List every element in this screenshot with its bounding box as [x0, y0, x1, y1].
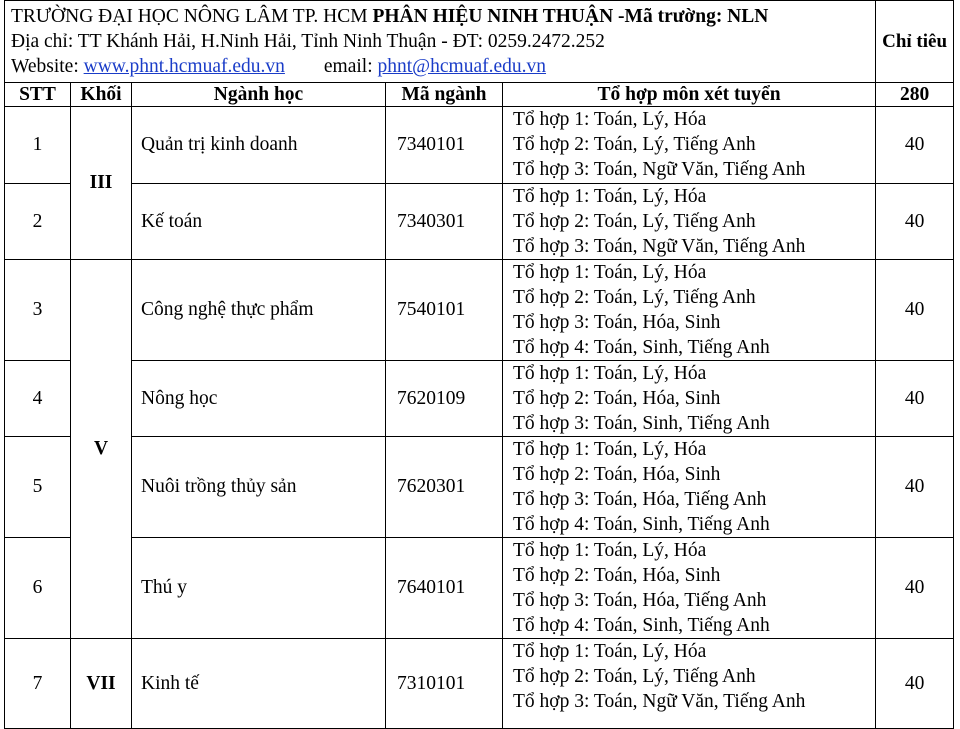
row-major-name: Nuôi trồng thủy sản: [132, 437, 386, 538]
row-major-code: 7640101: [386, 538, 503, 639]
col-combinations: Tổ hợp môn xét tuyển: [503, 83, 876, 107]
row-quota: 40: [876, 260, 954, 361]
combination-line: Tổ hợp 2: Toán, Lý, Tiếng Anh: [513, 134, 756, 155]
row-quota: 40: [876, 107, 954, 184]
table-row: [5, 538, 954, 639]
row-major-code: 7540101: [386, 260, 503, 361]
admission-table-page: [4, 0, 953, 729]
combination-line: Tổ hợp 4: Toán, Sinh, Tiếng Anh: [513, 514, 770, 535]
row-khoi: VII: [71, 639, 132, 729]
table-row: [5, 361, 954, 437]
row-major-code: 7620109: [386, 361, 503, 437]
row-stt: 6: [5, 538, 71, 639]
row-stt: 3: [5, 260, 71, 361]
row-quota: 40: [876, 437, 954, 538]
row-stt: 2: [5, 184, 71, 260]
combination-line: Tổ hợp 3: Toán, Ngữ Văn, Tiếng Anh: [513, 236, 806, 257]
email-link[interactable]: phnt@hcmuaf.edu.vn: [377, 56, 547, 77]
row-major-name: Kinh tế: [132, 639, 386, 729]
combination-line: Tổ hợp 2: Toán, Lý, Tiếng Anh: [513, 211, 756, 232]
combination-line: Tổ hợp 1: Toán, Lý, Hóa: [513, 540, 707, 561]
combination-line: Tổ hợp 2: Toán, Lý, Tiếng Anh: [513, 287, 756, 308]
school-header-row: [5, 1, 954, 83]
combination-line: Tổ hợp 3: Toán, Ngữ Văn, Tiếng Anh: [513, 159, 806, 180]
row-quota: 40: [876, 361, 954, 437]
row-quota: 40: [876, 184, 954, 260]
col-major: Ngành học: [132, 83, 386, 107]
website-link[interactable]: www.phnt.hcmuaf.edu.vn: [83, 56, 285, 77]
table-row: [5, 107, 954, 184]
school-address: Địa chỉ: TT Khánh Hải, H.Ninh Hải, Tỉnh Ninh Thuận - ĐT: 0259.2472.252: [11, 31, 605, 52]
combination-line: Tổ hợp 1: Toán, Lý, Hóa: [513, 641, 707, 662]
combination-line: Tổ hợp 4: Toán, Sinh, Tiếng Anh: [513, 615, 770, 636]
col-code: Mã ngành: [386, 83, 503, 107]
table-row: [5, 260, 954, 361]
row-combinations: [503, 639, 876, 729]
col-total-quota: 280: [876, 83, 954, 107]
row-stt: 7: [5, 639, 71, 729]
row-quota: 40: [876, 639, 954, 729]
combination-line: Tổ hợp 3: Toán, Hóa, Tiếng Anh: [513, 590, 767, 611]
combination-line: Tổ hợp 2: Toán, Hóa, Sinh: [513, 464, 721, 485]
combination-line: Tổ hợp 1: Toán, Lý, Hóa: [513, 186, 707, 207]
row-quota: 40: [876, 538, 954, 639]
row-khoi: V: [71, 260, 132, 639]
admission-table: [4, 0, 954, 729]
column-header-row: [5, 83, 954, 107]
combination-line: Tổ hợp 3: Toán, Hóa, Sinh: [513, 312, 721, 333]
combination-line: Tổ hợp 2: Toán, Lý, Tiếng Anh: [513, 666, 756, 687]
row-major-name: Quản trị kinh doanh: [132, 107, 386, 184]
row-major-name: Nông học: [132, 361, 386, 437]
row-combinations: [503, 184, 876, 260]
combination-line: Tổ hợp 1: Toán, Lý, Hóa: [513, 262, 707, 283]
col-khoi: Khối: [71, 83, 132, 107]
email-label: email:: [323, 56, 373, 77]
table-row: [5, 184, 954, 260]
row-major-code: 7310101: [386, 639, 503, 729]
row-stt: 5: [5, 437, 71, 538]
combination-line: Tổ hợp 3: Toán, Sinh, Tiếng Anh: [513, 413, 770, 434]
branch-name: PHÂN HIỆU NINH THUẬN -Mã trường: NLN: [372, 6, 769, 27]
table-row: [5, 639, 954, 729]
row-combinations: [503, 437, 876, 538]
row-combinations: [503, 260, 876, 361]
combination-line: Tổ hợp 3: Toán, Hóa, Tiếng Anh: [513, 489, 767, 510]
combination-line: Tổ hợp 1: Toán, Lý, Hóa: [513, 439, 707, 460]
school-name: TRƯỜNG ĐẠI HỌC NÔNG LÂM TP. HCM: [11, 6, 368, 27]
combination-line: Tổ hợp 4: Toán, Sinh, Tiếng Anh: [513, 337, 770, 358]
combination-line: Tổ hợp 3: Toán, Ngữ Văn, Tiếng Anh: [513, 691, 806, 712]
combination-line: Tổ hợp 1: Toán, Lý, Hóa: [513, 109, 707, 130]
combination-line: Tổ hợp 2: Toán, Hóa, Sinh: [513, 388, 721, 409]
row-combinations: [503, 361, 876, 437]
row-major-name: Thú y: [132, 538, 386, 639]
row-khoi: III: [71, 107, 132, 260]
row-combinations: [503, 538, 876, 639]
quota-header: Chỉ tiêu: [876, 1, 954, 83]
row-major-name: Công nghệ thực phẩm: [132, 260, 386, 361]
row-major-code: 7620301: [386, 437, 503, 538]
combination-line: Tổ hợp 2: Toán, Hóa, Sinh: [513, 565, 721, 586]
row-stt: 1: [5, 107, 71, 184]
row-major-code: 7340301: [386, 184, 503, 260]
row-stt: 4: [5, 361, 71, 437]
row-major-code: 7340101: [386, 107, 503, 184]
combination-line: Tổ hợp 1: Toán, Lý, Hóa: [513, 363, 707, 384]
table-row: [5, 437, 954, 538]
col-stt: STT: [5, 83, 71, 107]
row-combinations: [503, 107, 876, 184]
row-major-name: Kế toán: [132, 184, 386, 260]
website-label: Website:: [11, 56, 79, 77]
school-info: [5, 1, 876, 83]
